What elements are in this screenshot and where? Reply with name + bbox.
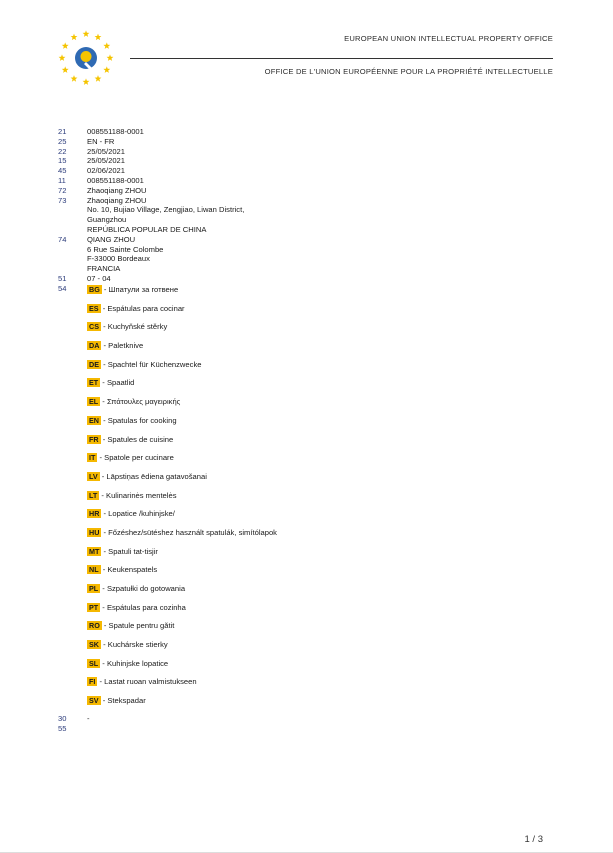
goods-list [87, 285, 547, 715]
language-badge: PT [89, 602, 99, 612]
record-fields [58, 127, 558, 294]
logo-star [103, 42, 110, 49]
goods-description: Spatule pentru gătit [108, 621, 175, 631]
language-badge: CS [89, 322, 99, 332]
inid-code: 25 [58, 136, 67, 146]
inid-code: 15 [58, 156, 67, 166]
inid-code: 73 [58, 195, 67, 205]
goods-item: IT - Spatole per cucinare [89, 453, 174, 463]
record-row [58, 166, 558, 176]
goods-description: Keukenspatels [107, 565, 158, 575]
record-row [58, 176, 558, 186]
inid-code [58, 225, 87, 235]
inid-code: 22 [58, 146, 67, 156]
field-value: F-33000 Bordeaux [87, 254, 150, 264]
language-badge: DA [89, 341, 100, 351]
language-badge: DE [89, 359, 99, 369]
goods-description: Σπάτουλες μαγειρικής [106, 397, 181, 407]
goods-item: ES - Espátulas para cocinar [89, 303, 185, 313]
goods-item: SL - Kuhinjske lopatice [89, 658, 169, 668]
record-row [58, 264, 558, 274]
logo-star [62, 42, 69, 49]
field-value: QIANG ZHOU [87, 234, 136, 244]
logo-star [107, 54, 114, 61]
inid-code: 72 [58, 185, 67, 195]
field-value: EN - FR [87, 136, 115, 146]
inid-code: 74 [58, 234, 67, 244]
logo-star [71, 34, 78, 41]
field-value: 6 Rue Sainte Colombe [87, 244, 164, 254]
language-badge: PL [89, 584, 99, 593]
field-value: No. 10, Bujiao Village, Zengjiao, Liwan District, [87, 205, 245, 215]
goods-item: SK - Kuchárske stierky [89, 640, 168, 650]
logo-star [59, 54, 66, 61]
goods-item: NL - Keukenspatels [89, 565, 158, 575]
goods-item: PL - Szpatułki do gotowania [89, 584, 186, 593]
goods-description: Lopatice /kuhinjske/ [108, 509, 175, 519]
goods-item: FR - Spatules de cuisine [89, 434, 174, 444]
inid-code [58, 264, 87, 274]
inid-code: 55 [58, 723, 67, 733]
language-badge: SV [89, 696, 99, 706]
language-badge: MT [89, 546, 100, 556]
goods-description: Főzéshez/sütéshez használt spatulák, simítólapok [108, 527, 277, 537]
language-badge: LT [89, 490, 98, 500]
field-value: FRANCIA [87, 264, 121, 274]
goods-description: Espátulas para cocinar [107, 303, 185, 313]
goods-description: Lāpstiņas ēdiena gatavošanai [106, 471, 207, 481]
logo-star [83, 78, 90, 85]
record-row [58, 215, 558, 225]
field-value: Zhaoqiang ZHOU [87, 195, 147, 205]
goods-item: DE - Spachtel für Küchenzwecke [89, 359, 202, 369]
euipo-logo-icon [56, 28, 116, 88]
office-name-fr: OFFICE DE L'UNION EUROPÉENNE POUR LA PROPRIÉTÉ INTELLECTUELLE [264, 67, 553, 76]
inid-code: 21 [58, 127, 67, 136]
goods-item: ET - Spaatlid [89, 378, 135, 388]
goods-description: Kuhinjske lopatice [106, 658, 169, 668]
record-row [58, 205, 558, 215]
field-value: 008551188-0001 [87, 127, 144, 136]
language-badge: IT [89, 453, 96, 463]
goods-description: Lastat ruoan valmistukseen [104, 677, 197, 687]
goods-description: Spatole per cucinare [104, 453, 174, 463]
field-value: 07 - 04 [87, 273, 111, 283]
logo-star [95, 34, 102, 41]
goods-description: Шпатули за готвене [108, 285, 179, 294]
record-row [58, 137, 558, 147]
language-badge: BG [89, 285, 100, 294]
record-row [58, 235, 558, 245]
goods-item: FI - Lastat ruoan valmistukseen [89, 677, 197, 687]
goods-item: CS - Kuchyňské stěrky [89, 322, 168, 332]
goods-item: MT - Spatuli tat-tisjir [89, 546, 158, 556]
goods-item: EL - Σπάτουλες μαγειρικής [89, 397, 181, 407]
language-badge: FR [89, 434, 99, 444]
inid-code [58, 205, 87, 215]
field-value: 02/06/2021 [87, 166, 126, 176]
language-badge: EL [89, 397, 99, 407]
goods-item: BG - Шпатули за готвене [89, 285, 179, 294]
inid-code: 51 [58, 273, 67, 283]
field-value: Zhaoqiang ZHOU [87, 185, 147, 195]
goods-description: Espátulas para cozinha [106, 602, 186, 612]
goods-description: Spaatlid [106, 378, 135, 388]
language-badge: LV [89, 471, 98, 481]
goods-item: HR - Lopatice /kuhinjske/ [89, 509, 175, 519]
record-row [58, 127, 558, 137]
logo-star [83, 30, 90, 37]
goods-description: Spachtel für Küchenzwecke [107, 359, 202, 369]
language-badge: FI [89, 677, 96, 687]
goods-description: Szpatułki do gotowania [106, 584, 186, 593]
record-row [58, 186, 558, 196]
goods-item: LV - Lāpstiņas ēdiena gatavošanai [89, 471, 207, 481]
record-row [58, 245, 558, 255]
record-row [58, 225, 558, 235]
goods-item: EN - Spatulas for cooking [89, 415, 177, 425]
logo-emblem-core [81, 51, 92, 62]
goods-description: Kulinarinės mentelės [106, 490, 177, 500]
goods-item: HU - Főzéshez/sütéshez használt spatulák, simítólapok [89, 527, 277, 537]
record-row [58, 274, 558, 284]
footer-codes [58, 714, 90, 734]
language-badge: HU [89, 527, 100, 537]
goods-description: Spatules de cuisine [107, 434, 174, 444]
language-badge: SK [89, 640, 99, 650]
language-badge: SL [89, 658, 99, 668]
language-badge: NL [89, 565, 99, 575]
record-row [58, 156, 558, 166]
record-row [58, 254, 558, 264]
field-value: 25/05/2021 [87, 156, 126, 166]
goods-description: Kuchyňské stěrky [107, 322, 168, 332]
goods-item: DA - Paletknive [89, 341, 144, 351]
inid-code: 54 [58, 283, 67, 293]
inid-code: 30 [58, 714, 67, 723]
field-value: REPÚBLICA POPULAR DE CHINA [87, 224, 207, 234]
goods-item: SV - Stekspadar [89, 696, 146, 706]
record-row [58, 147, 558, 157]
logo-star [71, 75, 78, 82]
field-value: Guangzhou [87, 215, 127, 225]
language-badge: RO [89, 621, 100, 631]
page-number: 1 / 3 [524, 834, 543, 845]
language-badge: EN [89, 415, 99, 425]
field-value: - [87, 714, 90, 723]
logo-star [62, 66, 69, 73]
goods-item: RO - Spatule pentru gătit [89, 621, 175, 631]
record-row [58, 714, 90, 724]
logo-star [95, 75, 102, 82]
goods-description: Spatulas for cooking [107, 415, 177, 425]
inid-code: 45 [58, 166, 67, 176]
inid-code [58, 215, 87, 225]
goods-item: LT - Kulinarinės mentelės [89, 490, 177, 500]
inid-code [58, 245, 87, 255]
goods-item: PT - Espátulas para cozinha [89, 602, 186, 612]
logo-star [103, 66, 110, 73]
language-badge: ES [89, 303, 99, 313]
goods-description: Spatuli tat-tisjir [108, 546, 158, 556]
record-row [58, 196, 558, 206]
goods-description: Kuchárske stierky [107, 640, 168, 650]
field-value: 25/05/2021 [87, 146, 126, 156]
record-row [58, 724, 90, 734]
inid-code [58, 254, 87, 264]
language-badge: HR [89, 509, 100, 519]
goods-description: Paletknive [108, 341, 144, 351]
inid-code: 11 [58, 175, 66, 185]
goods-description: Stekspadar [107, 696, 146, 706]
office-name-en: EUROPEAN UNION INTELLECTUAL PROPERTY OFFICE [344, 34, 553, 43]
field-value: 008551188-0001 [87, 175, 144, 185]
language-badge: ET [89, 378, 99, 388]
header-divider [130, 58, 553, 59]
